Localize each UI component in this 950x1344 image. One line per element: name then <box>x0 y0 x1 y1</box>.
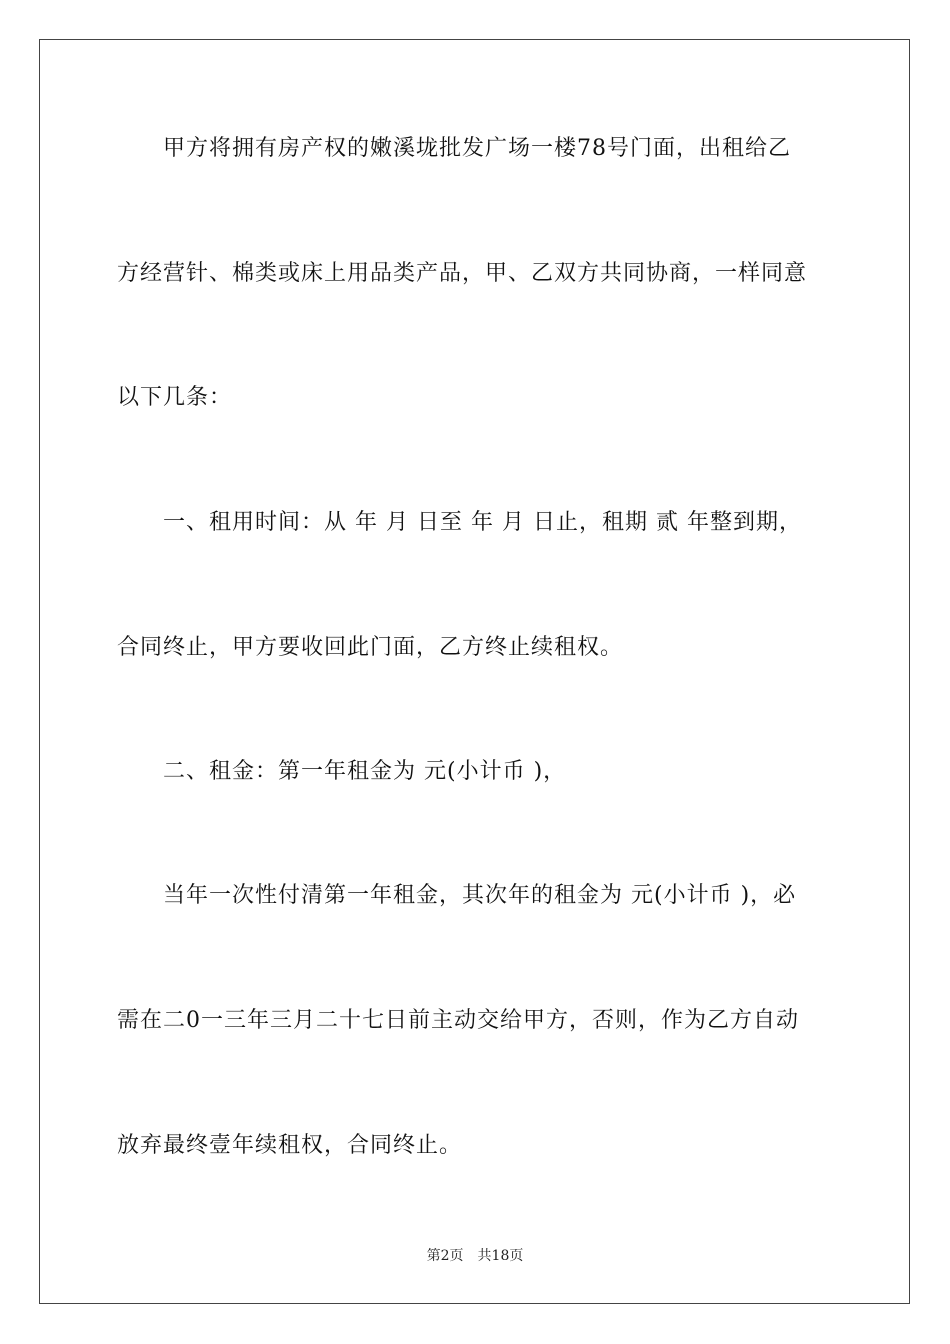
paragraph-line: 放弃最终壹年续租权，合同终止。 <box>117 1133 463 1158</box>
paragraph-line: 一、租用时间：从 年 月 日至 年 月 日止，租期 贰 年整到期， <box>163 510 802 535</box>
page-total: 共18页 <box>477 1248 524 1264</box>
paragraph-line: 当年一次性付清第一年租金，其次年的租金为 元(小计币 )，必 <box>163 883 797 908</box>
paragraph-line: 二、租金：第一年租金为 元(小计币 )， <box>163 759 567 784</box>
paragraph-line: 甲方将拥有房产权的嫩溪垅批发广场一楼78号门面，出租给乙 <box>163 136 791 161</box>
paragraph-line: 方经营针、棉类或床上用品类产品，甲、乙双方共同协商，一样同意 <box>117 261 808 286</box>
page-footer <box>0 1246 950 1266</box>
paragraph-line: 以下几条： <box>117 385 233 410</box>
page-border <box>39 39 910 1304</box>
paragraph-line: 需在二0一三年三月二十七日前主动交给甲方，否则，作为乙方自动 <box>117 1008 799 1033</box>
page-number: 第2页 <box>426 1248 464 1264</box>
paragraph-line: 合同终止，甲方要收回此门面，乙方终止续租权。 <box>117 635 624 660</box>
